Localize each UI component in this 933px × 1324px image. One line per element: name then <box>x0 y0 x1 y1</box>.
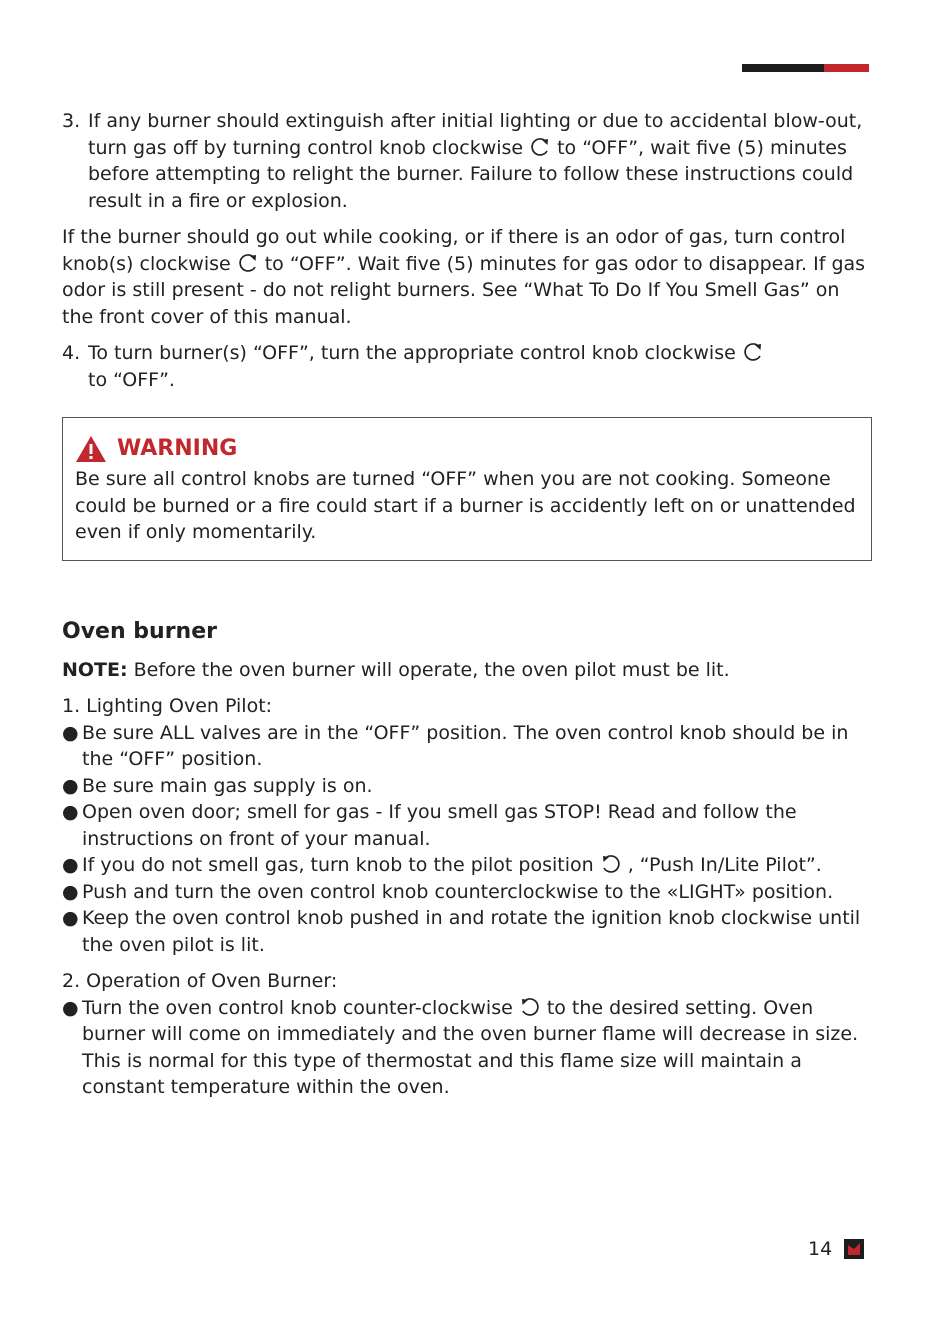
step-4 <box>62 340 872 393</box>
header-accent-bar <box>742 64 869 72</box>
step-text-a: If any burner should extinguish after initial lighting or due to accidental blow-out, turn gas off by turning control knob clockwise <box>88 110 863 159</box>
warning-title <box>75 434 859 464</box>
step-3 <box>62 108 872 214</box>
warning-title-text: WARNING <box>117 436 238 461</box>
relight-paragraph <box>62 224 872 330</box>
clockwise-arrow-icon <box>529 137 551 157</box>
counterclockwise-arrow-icon <box>519 997 541 1017</box>
warning-text: Be sure all control knobs are turned “OFF” when you are not cooking. Someone could be burned or a fire could start if a burner is accidently left on or unattended even if only momentarily. <box>75 468 856 543</box>
list-item: ● If you do not smell gas, turn knob to the pilot position , “Push In/Lite Pilot”. <box>62 852 872 879</box>
step-number: 4. <box>62 342 81 364</box>
list-item: ● Turn the oven control knob counter-clockwise to the desired setting. Oven burner will come on immediately and the oven burner flame will decrease in size. This is normal for this type of thermostat and this flame size will maintain a constant temperature within the oven. <box>62 995 872 1101</box>
list-item-text: Push and turn the oven control knob counterclockwise to the «LIGHT» position. <box>82 880 834 903</box>
step-text-b: to “OFF”. <box>88 368 175 391</box>
list-item-text: If you do not smell gas, turn knob to the pilot position , “Push In/Lite Pilot”. <box>82 854 822 876</box>
list-item-text: Be sure main gas supply is on. <box>82 774 373 797</box>
list-item: ● Keep the oven control knob pushed in and rotate the ignition knob clockwise until the oven pilot is lit. <box>62 905 872 958</box>
step-number: 3. <box>62 110 81 132</box>
para-text-b: to “OFF”. Wait five (5) minutes for gas odor to disappear. If gas odor is still present - do not relight burners. See “What To Do If You Smell Gas” on the front cover of this manual. <box>62 252 866 328</box>
page-footer <box>808 1238 864 1260</box>
pilot-section-title: 1. Lighting Oven Pilot: <box>62 695 273 717</box>
step-text <box>88 108 872 214</box>
note-text: Before the oven burner will operate, the oven pilot must be lit. <box>133 658 730 681</box>
warning-box <box>62 417 872 561</box>
brand-logo-icon <box>844 1239 864 1259</box>
list-item: ● Open oven door; smell for gas - If you smell gas STOP! Read and follow the instructions on front of your manual. <box>62 799 872 852</box>
note-label: NOTE: <box>62 658 128 681</box>
para-text-a: If the burner should go out while cooking, or if there is an odor of gas, turn control knob(s) clockwise <box>62 226 846 275</box>
page-content <box>62 108 872 1101</box>
oven-burner-heading: Oven burner <box>62 618 217 644</box>
step-text-a: To turn burner(s) “OFF”, turn the appropriate control knob clockwise <box>88 342 736 364</box>
list-item: ● Be sure ALL valves are in the “OFF” position. The oven control knob should be in the “OFF” position. <box>62 720 872 773</box>
list-item-text: Turn the oven control knob counter-clockwise to the desired setting. Oven burner will come on immediately and the oven burner flame will decrease in size. This is normal for this type of thermostat and this flame size will maintain a constant temperature within the oven. <box>82 996 859 1098</box>
warning-triangle-icon <box>75 435 107 463</box>
step-text-b: to “OFF”, wait five (5) minutes before attempting to relight the burner. Failure to follow these instructions could result in a fire or explosion. <box>88 136 854 212</box>
list-item-text: Keep the oven control knob pushed in and rotate the ignition knob clockwise until the oven pilot is lit. <box>82 907 861 956</box>
clockwise-arrow-icon <box>237 253 259 273</box>
page-number: 14 <box>808 1238 833 1260</box>
operation-section-title: 2. Operation of Oven Burner: <box>62 970 338 992</box>
step-text <box>88 340 872 393</box>
list-item: ● Push and turn the oven control knob counterclockwise to the «LIGHT» position. <box>62 879 872 906</box>
clockwise-arrow-icon <box>742 342 764 362</box>
list-item: ● Be sure main gas supply is on. <box>62 773 872 800</box>
list-item-text: Open oven door; smell for gas - If you smell gas STOP! Read and follow the instructions on front of your manual. <box>82 801 797 850</box>
note-paragraph <box>62 657 872 684</box>
list-item-text: Be sure ALL valves are in the “OFF” position. The oven control knob should be in the “OFF” position. <box>82 721 849 770</box>
header-bar-red <box>824 64 869 72</box>
counterclockwise-arrow-icon <box>600 854 622 874</box>
header-bar-dark <box>742 64 824 72</box>
